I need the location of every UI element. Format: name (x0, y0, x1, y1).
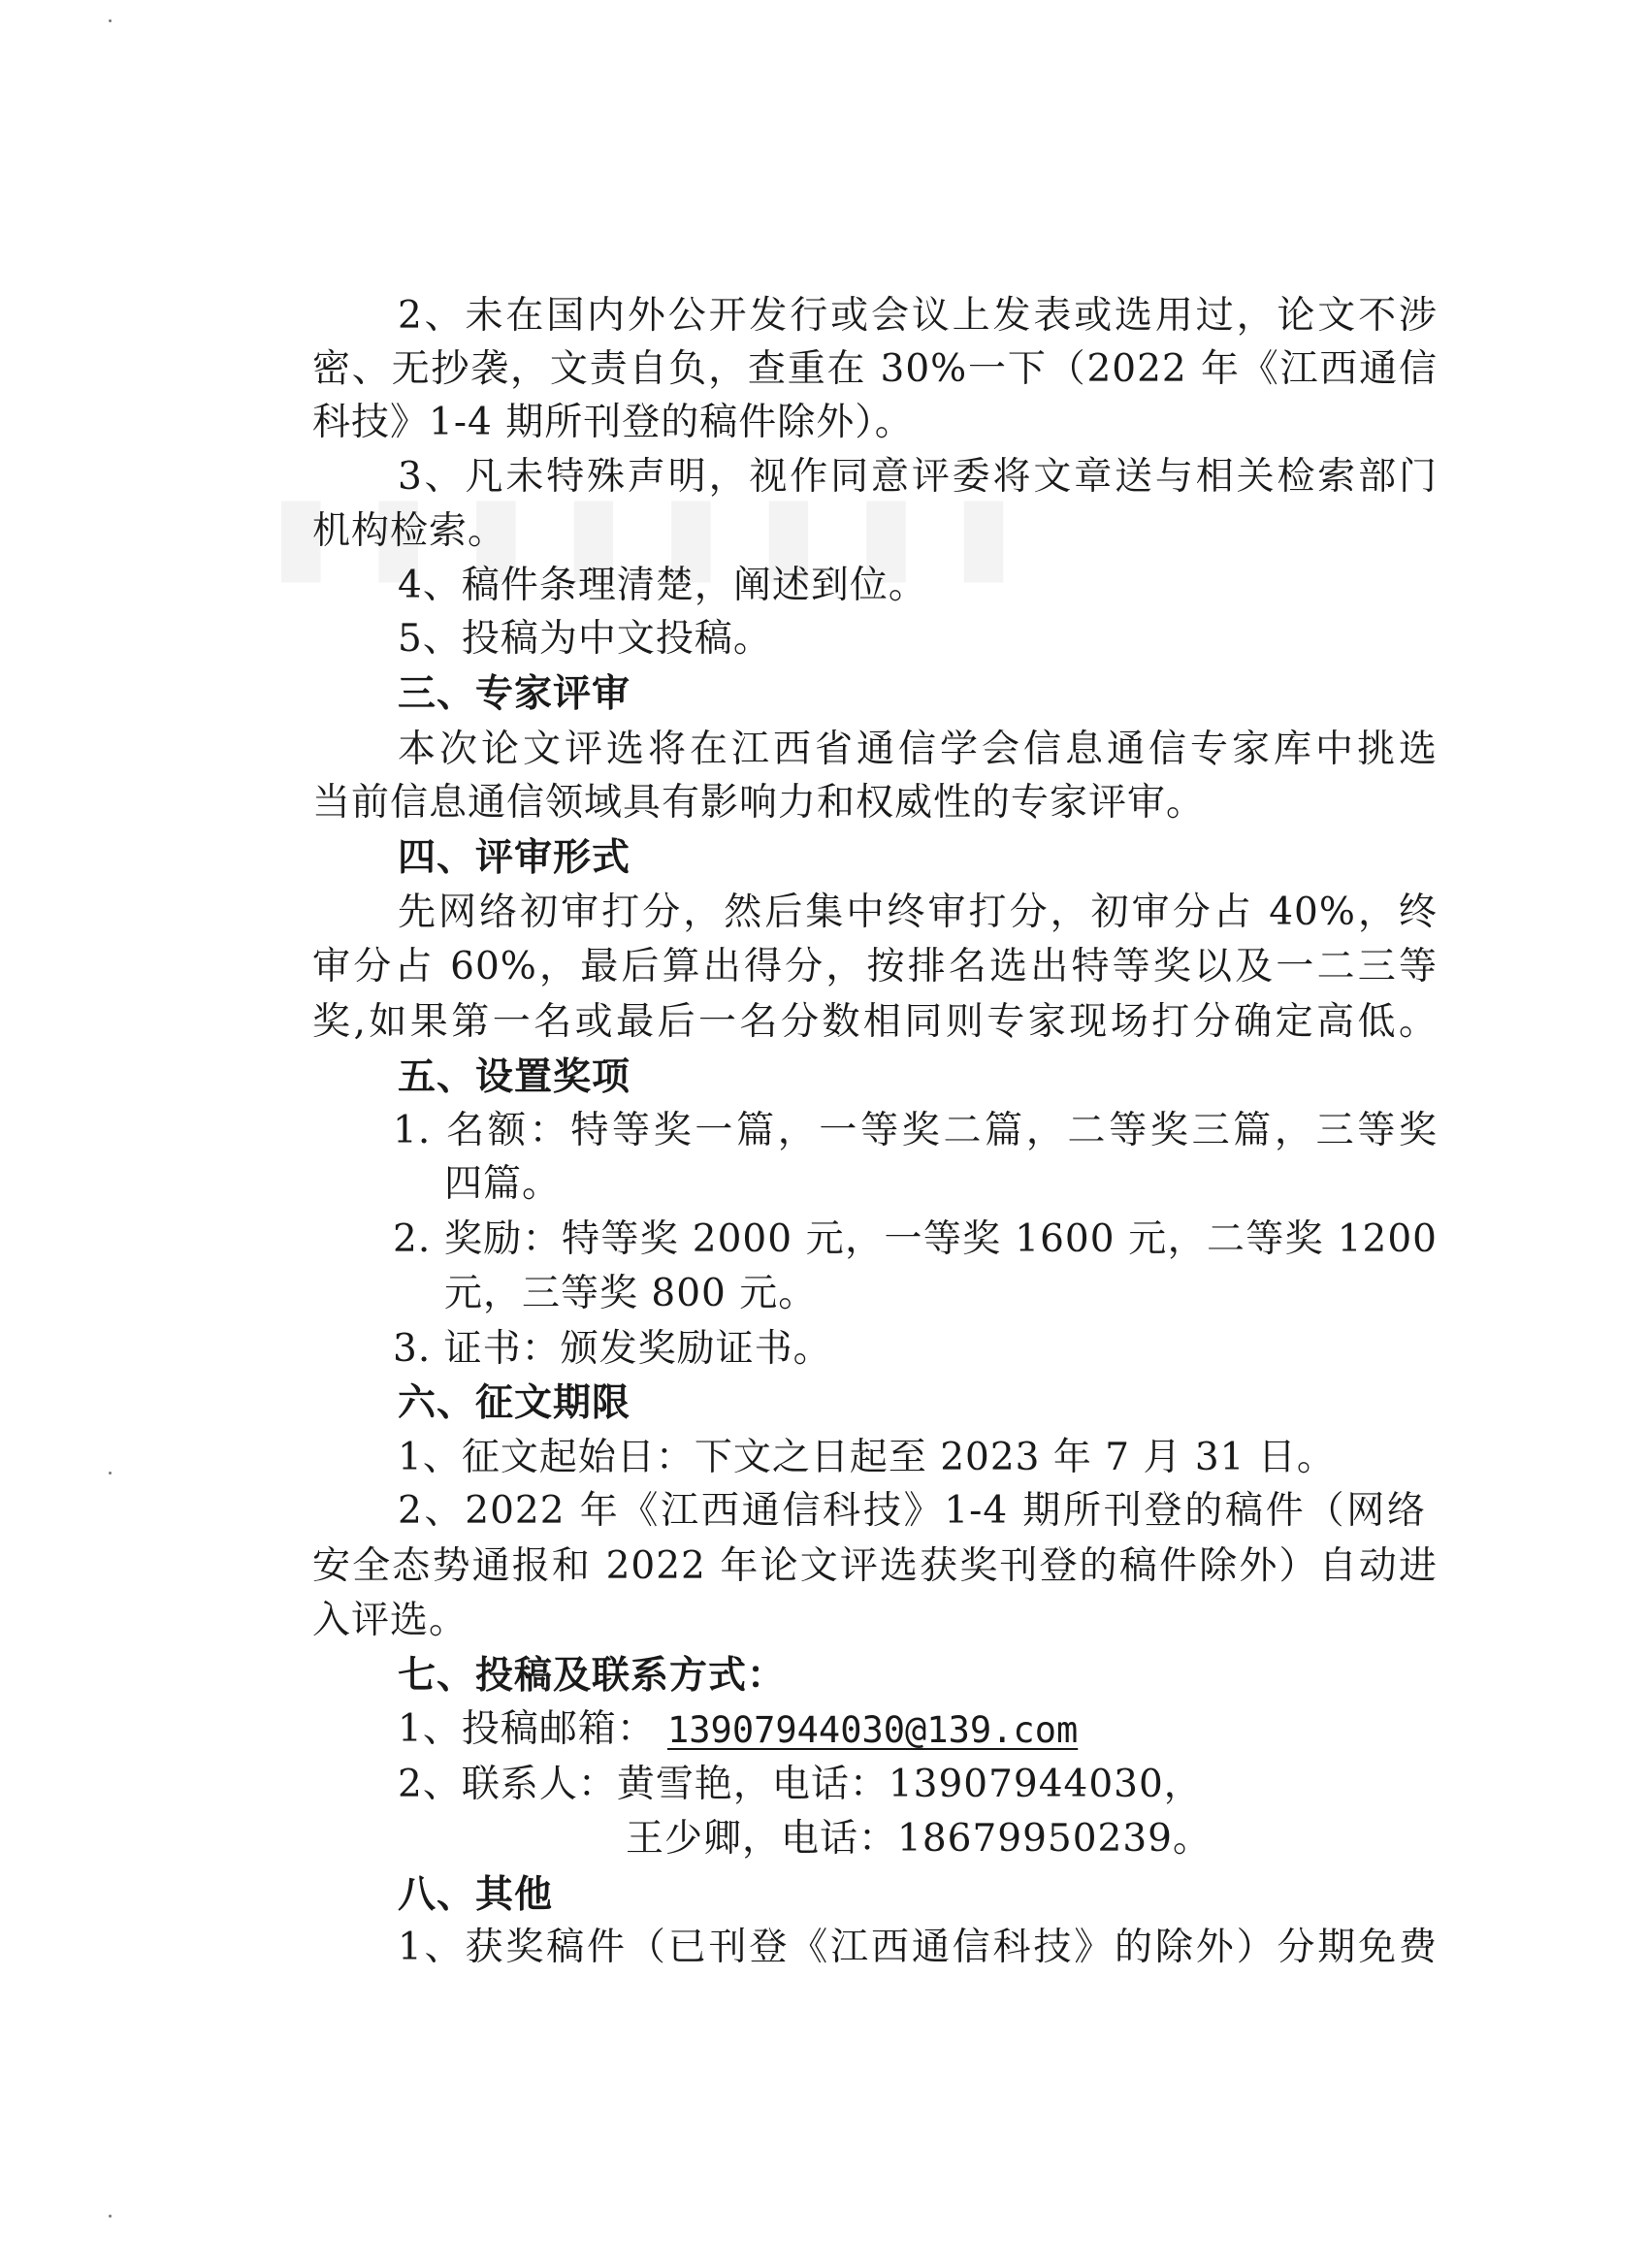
para-line: 安全态势通报和 2022 年论文评选获奖刊登的稿件除外）自动进 (312, 1544, 1438, 1588)
para-line: 奖,如果第一名或最后一名分数相同则专家现场打分确定高低。 (312, 1000, 1438, 1044)
para-line: 当前信息通信领域具有影响力和权威性的专家评审。 (312, 781, 1206, 825)
para-line: 1. 名额：特等奖一篇，一等奖二篇，二等奖三篇，三等奖 (393, 1109, 1438, 1152)
para-line: 科技》1-4 期所刊登的稿件除外）。 (312, 401, 914, 444)
para-line: 四篇。 (444, 1162, 562, 1206)
para-line: 机构检索。 (312, 509, 507, 553)
para-line: 3、凡未特殊声明，视作同意评委将文章送与相关检索部门 (398, 455, 1438, 499)
para-line: 王少卿，电话：18679950239。 (626, 1817, 1212, 1861)
para-line: 2、2022 年《江西通信科技》1-4 期所刊登的稿件（网络 (398, 1489, 1426, 1533)
para-line: 2、联系人：黄雪艳，电话：13907944030， (398, 1763, 1203, 1806)
para-line: 1、征文起始日：下文之日起至 2023 年 7 月 31 日。 (398, 1436, 1336, 1479)
para-line: 本次论文评选将在江西省通信学会信息通信专家库中挑选 (398, 728, 1438, 771)
para-line: 先网络初审打分，然后集中终审打分，初审分占 40%，终 (398, 891, 1438, 934)
section-heading: 八、其他 (398, 1872, 554, 1917)
section-heading: 四、评审形式 (398, 835, 631, 880)
para-line: 2、未在国内外公开发行或会议上发表或选用过，论文不涉 (398, 294, 1438, 338)
para-line: 2. 奖励：特等奖 2000 元，一等奖 1600 元，二等奖 1200 (393, 1217, 1438, 1261)
section-heading: 六、征文期限 (398, 1380, 631, 1425)
para-line: 1、投稿邮箱： (398, 1707, 656, 1751)
para-line: 1、获奖稿件（已刊登《江西通信科技》的除外）分期免费 (398, 1926, 1438, 1969)
section-heading: 五、设置奖项 (398, 1054, 631, 1099)
scan-speck (109, 19, 112, 22)
section-heading: 七、投稿及联系方式： (398, 1653, 787, 1698)
email-link[interactable]: 13907944030@139.com (667, 1709, 1079, 1751)
section-heading: 三、专家评审 (398, 671, 631, 716)
para-line: 4、稿件条理清楚，阐述到位。 (398, 564, 927, 607)
scan-speck (109, 2215, 112, 2218)
para-line: 元，三等奖 800 元。 (444, 1272, 818, 1315)
para-line: 入评选。 (312, 1599, 469, 1642)
para-line: 3. 证书：颁发奖励证书。 (393, 1327, 832, 1371)
scan-speck (109, 1472, 112, 1474)
para-line: 密、无抄袭，文责自负，查重在 30%一下（2022 年《江西通信 (312, 347, 1438, 391)
para-line: 5、投稿为中文投稿。 (398, 617, 772, 661)
para-line: 审分占 60%，最后算出得分，按排名选出特等奖以及一二三等 (312, 945, 1438, 988)
